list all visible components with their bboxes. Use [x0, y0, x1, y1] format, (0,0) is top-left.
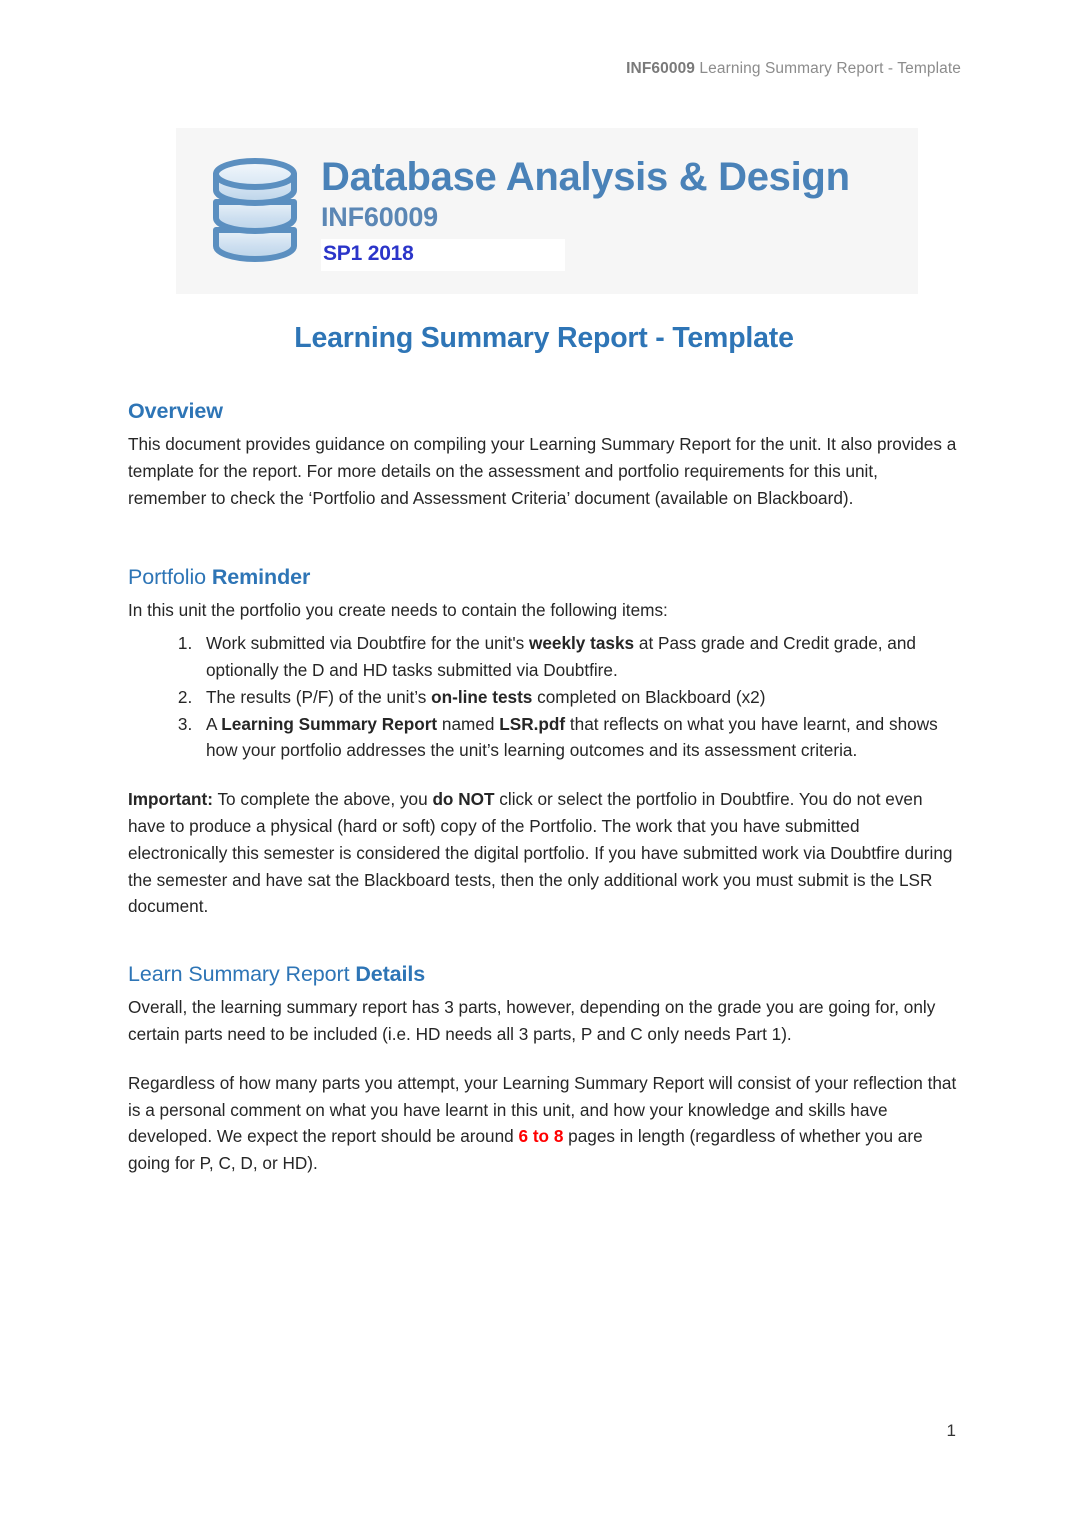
- page-header-unit-code: INF60009: [626, 60, 696, 77]
- page-number: 1: [946, 1421, 956, 1440]
- unit-banner: [176, 128, 918, 294]
- lsr-page-count-highlight: 6 to 8: [518, 1126, 564, 1147]
- portfolio-item-1-run-1: weekly tasks: [528, 633, 635, 654]
- portfolio-heading-bold: Reminder: [211, 565, 311, 590]
- overview-paragraph: This document provides guidance on compiling your Learning Summary Report for the unit. It also provides a template for the report. For more details on the assessment and portfolio requirements for this unit, remember to check the ‘Portfolio and Assessment Criteria’ document (available on Blackboard).: [128, 434, 957, 508]
- section-heading-overview: Overview: [128, 399, 223, 423]
- portfolio-item-3-run-0: A: [206, 713, 222, 734]
- lsr-heading-regular: Learn Summary Report: [128, 962, 356, 987]
- portfolio-list-item: [197, 630, 960, 684]
- portfolio-item-3-run-4: that reflects on what you have learnt, and shows how your portfolio addresses the unit’s learning outcomes and its assessment criteria.: [206, 713, 938, 761]
- portfolio-heading-regular: Portfolio: [128, 565, 212, 590]
- page-header-title: Learning Summary Report - Template: [695, 60, 961, 77]
- banner-unit-code: INF60009: [321, 201, 438, 232]
- page-header: [626, 60, 961, 78]
- banner-term-box: [321, 239, 565, 270]
- portfolio-item-3-run-1: Learning Summary Report: [221, 713, 438, 734]
- section-heading-portfolio-reminder: [128, 565, 960, 590]
- section-heading-lsr-details: [128, 962, 960, 987]
- portfolio-item-3-run-3: LSR.pdf: [499, 713, 566, 734]
- page-title: Learning Summary Report - Template: [294, 322, 794, 354]
- spacer: [128, 1048, 960, 1070]
- lsr-paragraph-2-before: Regardless of how many parts you attempt, your Learning Summary Report will consist of your reflection that is a personal comment on what you have learnt in this unit, and how your knowledge and skills have developed. We expect the report should be around: [128, 1072, 957, 1147]
- portfolio-item-2-run-1: on-line tests: [431, 686, 533, 707]
- important-note-run-0: Important:: [128, 789, 213, 810]
- important-note-run-1: To complete the above, you: [212, 789, 433, 810]
- database-icon: [209, 152, 301, 270]
- lsr-paragraph-2-after: pages in length (regardless of whether you are going for P, C, D, or HD).: [128, 1126, 923, 1174]
- spacer: [128, 511, 960, 565]
- banner-text-block: [321, 152, 850, 271]
- portfolio-item-1-run-2: at Pass grade and Credit grade, and optionally the D and HD tasks submitted via Doubtfire.: [206, 633, 916, 680]
- important-note-paragraph: [128, 786, 960, 920]
- lsr-paragraph-2: [128, 1070, 960, 1177]
- document-body: [128, 322, 960, 1177]
- spacer: [128, 764, 960, 786]
- portfolio-intro-paragraph: In this unit the portfolio you create needs to contain the following items:: [128, 600, 668, 621]
- portfolio-item-3-run-2: named: [437, 713, 500, 734]
- portfolio-list-item: [197, 711, 960, 765]
- important-note-run-2: do NOT: [432, 789, 495, 810]
- banner-term: SP1 2018: [323, 242, 414, 266]
- spacer: [128, 920, 960, 962]
- portfolio-list-item: [197, 684, 960, 711]
- portfolio-item-2-run-2: completed on Blackboard (x2): [532, 686, 766, 707]
- portfolio-item-1-run-0: Work submitted via Doubtfire for the unit's: [206, 633, 529, 654]
- lsr-heading-bold: Details: [355, 962, 426, 987]
- important-note-run-3: click or select the portfolio in Doubtfire. You do not even have to produce a physical (hard or soft) copy of the Portfolio. The work that you have submitted electronically this semester is considered the digital portfolio. If you have submitted work via Doubtfire during the semester and have sat the Blackboard tests, then the only additional work you must submit is the LSR document.: [128, 789, 953, 917]
- portfolio-item-2-run-0: The results (P/F) of the unit’s: [206, 686, 432, 707]
- portfolio-items-list: [128, 630, 960, 764]
- banner-unit-title: Database Analysis & Design: [321, 154, 850, 199]
- lsr-paragraph-1: Overall, the learning summary report has 3 parts, however, depending on the grade you are going for, only certain parts need to be included (i.e. HD needs all 3 parts, P and C only needs Part 1).: [128, 997, 936, 1044]
